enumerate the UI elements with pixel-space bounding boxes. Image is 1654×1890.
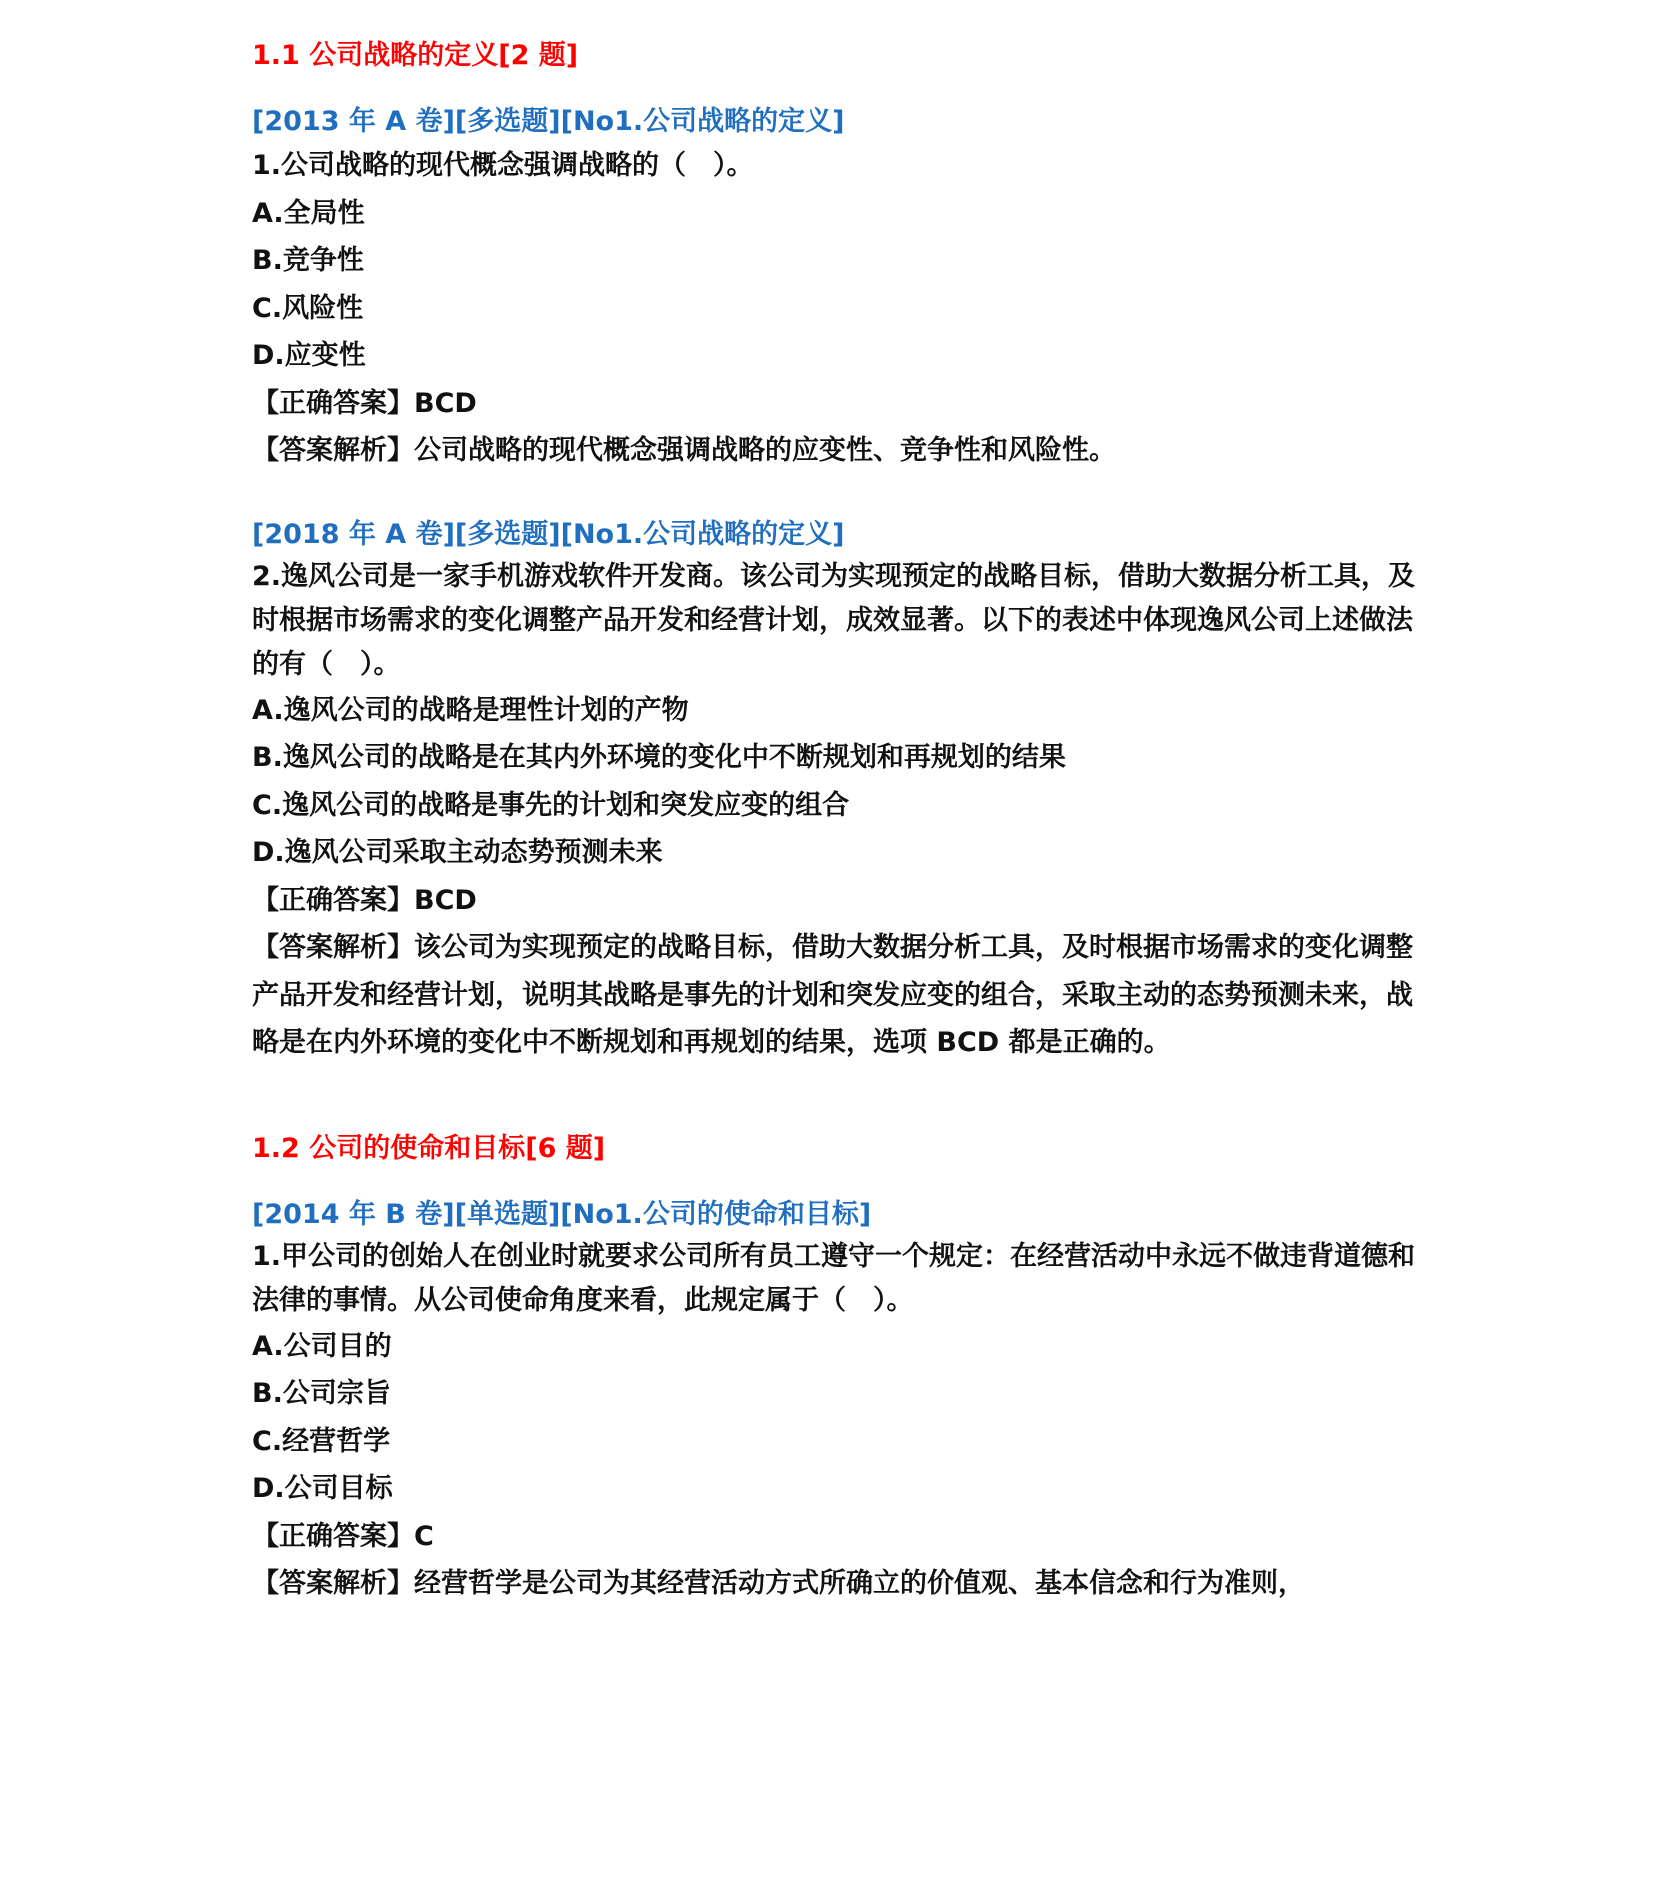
option-c: C.风险性 — [252, 292, 364, 324]
question-block — [252, 515, 1422, 1067]
question-stem: 1.公司战略的现代概念强调战略的（ ）。 — [252, 150, 754, 181]
option-c: C.逸风公司的战略是事先的计划和突发应变的组合 — [252, 789, 850, 821]
option-a: A.逸风公司的战略是理性计划的产物 — [252, 694, 689, 726]
question-tag: [2013 年 A 卷][多选题][No1.公司战略的定义] — [252, 106, 845, 137]
correct-answer: 【正确答案】BCD — [252, 387, 477, 419]
question-block — [252, 102, 1422, 475]
option-d: D.应变性 — [252, 340, 366, 371]
answer-analysis: 【答案解析】公司战略的现代概念强调战略的应变性、竞争性和风险性。 — [252, 435, 1116, 466]
option-b: B.竞争性 — [252, 245, 364, 276]
answer-analysis: 【答案解析】经营哲学是公司为其经营活动方式所确立的价值观、基本信念和行为准则， — [252, 1568, 1305, 1599]
option-a: A.公司目的 — [252, 1330, 392, 1362]
question-tag: [2018 年 A 卷][多选题][No1.公司战略的定义] — [252, 518, 845, 550]
option-b: B.逸风公司的战略是在其内外环境的变化中不断规划和再规划的结果 — [252, 742, 1066, 773]
question-block — [252, 1195, 1422, 1608]
section-title: 1.1 公司战略的定义[2 题] — [252, 40, 579, 71]
option-a: A.全局性 — [252, 197, 365, 229]
document-page — [252, 36, 1422, 1608]
option-c: C.经营哲学 — [252, 1425, 391, 1457]
question-stem: 1.甲公司的创始人在创业时就要求公司所有员工遵守一个规定：在经营活动中永远不做违背道德和法律的事情。从公司使命角度来看，此规定属于（ ）。 — [252, 1240, 1416, 1316]
option-d: D.逸风公司采取主动态势预测未来 — [252, 837, 663, 868]
correct-answer: 【正确答案】C — [252, 1520, 434, 1552]
question-stem: 2.逸风公司是一家手机游戏软件开发商。该公司为实现预定的战略目标，借助大数据分析工具，及时根据市场需求的变化调整产品开发和经营计划，成效显著。以下的表述中体现逸风公司上述做法的有（ ）。 — [252, 560, 1416, 680]
correct-answer: 【正确答案】BCD — [252, 884, 477, 916]
section-title: 1.2 公司的使命和目标[6 题] — [252, 1132, 606, 1164]
answer-analysis: 【答案解析】该公司为实现预定的战略目标，借助大数据分析工具，及时根据市场需求的变化调整产品开发和经营计划，说明其战略是事先的计划和突发应变的组合，采取主动的态势预测未来，战略是在内外环境的变化中不断规划和再规划的结果，选项 BCD 都是正确的。 — [252, 932, 1413, 1058]
option-d: D.公司目标 — [252, 1473, 393, 1504]
option-b: B.公司宗旨 — [252, 1378, 391, 1409]
question-tag: [2014 年 B 卷][单选题][No1.公司的使命和目标] — [252, 1198, 872, 1230]
